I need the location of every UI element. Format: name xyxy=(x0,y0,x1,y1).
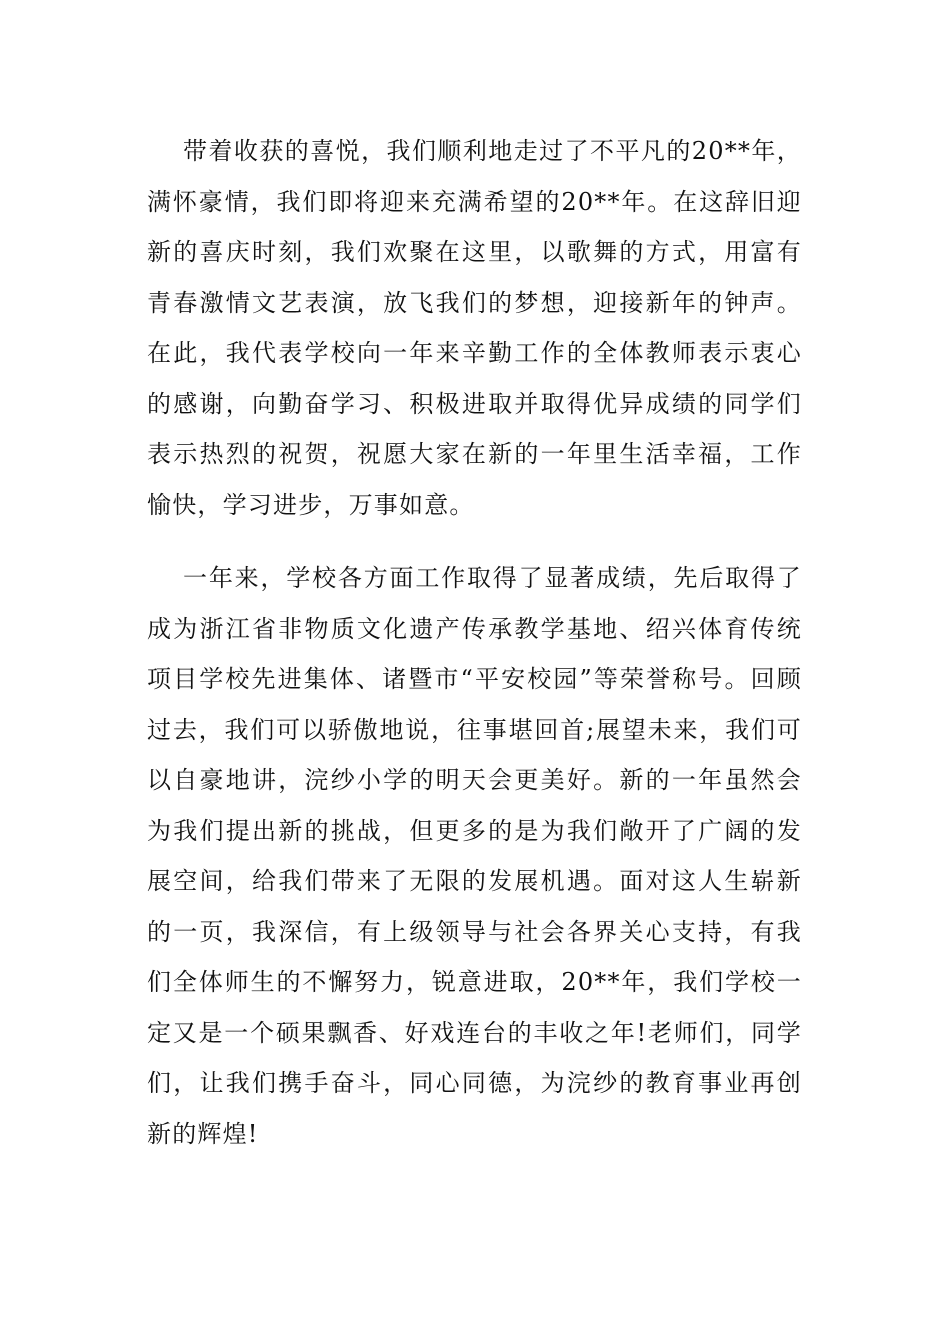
paragraph-1: 带着收获的喜悦，我们顺利地走过了不平凡的20**年，满怀豪情，我们即将迎来充满希望的20**年。在这辞旧迎新的喜庆时刻，我们欢聚在这里，以歌舞的方式，用富有青春激情文艺表演，放飞我们的梦想，迎接新年的钟声。在此，我代表学校向一年来辛勤工作的全体教师表示衷心的感谢，向勤奋学习、积极进取并取得优异成绩的同学们表示热烈的祝贺，祝愿大家在新的一年里生活幸福，工作愉快，学习进步，万事如意。 xyxy=(147,137,802,519)
document-body xyxy=(147,126,802,1159)
paragraph-2: 一年来，学校各方面工作取得了显著成绩，先后取得了成为浙江省非物质文化遗产传承教学基地、绍兴体育传统项目学校先进集体、诸暨市“平安校园”等荣誉称号。回顾过去，我们可以骄傲地说，往事堪回首;展望未来，我们可以自豪地讲，浣纱小学的明天会更美好。新的一年虽然会为我们提出新的挑战，但更多的是为我们敞开了广阔的发展空间，给我们带来了无限的发展机遇。面对这人生崭新的一页，我深信，有上级领导与社会各界关心支持，有我们全体师生的不懈努力，锐意进取，20**年，我们学校一定又是一个硕果飘香、好戏连台的丰收之年!老师们，同学们，让我们携手奋斗，同心同德，为浣纱的教育事业再创新的辉煌! xyxy=(147,564,802,1148)
